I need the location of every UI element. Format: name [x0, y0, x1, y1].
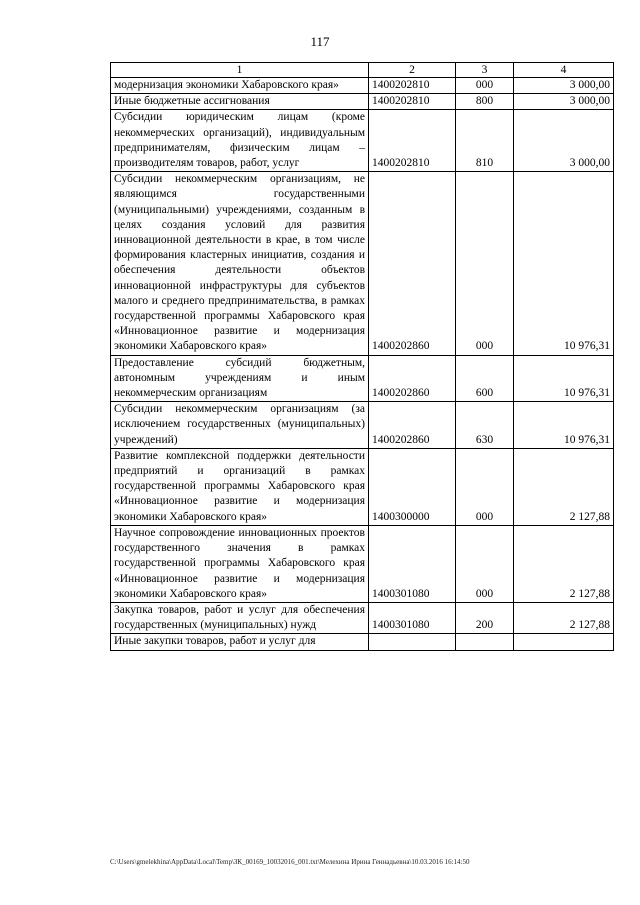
row-amount: 3 000,00	[514, 110, 614, 172]
header-cell: 2	[369, 63, 456, 78]
table-row	[111, 94, 614, 110]
row-amount	[514, 634, 614, 650]
row-type: 000	[456, 448, 514, 525]
page-number: 117	[310, 34, 330, 49]
row-type	[456, 634, 514, 650]
table-row	[111, 402, 614, 449]
budget-table	[110, 62, 614, 651]
table-row	[111, 602, 614, 633]
row-description: Развитие комплексной поддержки деятельности предприятий и организаций в рамках государственной программы Хабаровского края «Инновационное развитие и модернизация экономики Хабаровского края»	[111, 448, 369, 525]
row-code: 1400202810	[369, 94, 456, 110]
row-code: 1400202860	[369, 402, 456, 449]
row-amount: 10 976,31	[514, 355, 614, 402]
row-code: 1400202860	[369, 355, 456, 402]
header-cell: 4	[514, 63, 614, 78]
table-header-row	[111, 63, 614, 78]
table-row	[111, 78, 614, 94]
row-amount: 2 127,88	[514, 448, 614, 525]
row-amount: 10 976,31	[514, 402, 614, 449]
table-row	[111, 634, 614, 650]
table-row	[111, 172, 614, 355]
row-type: 630	[456, 402, 514, 449]
row-code: 1400202860	[369, 172, 456, 355]
table-row	[111, 355, 614, 402]
row-code	[369, 634, 456, 650]
row-description: Субсидии некоммерческим организациям (за исключением государственных (муниципальных) учреждений)	[111, 402, 369, 449]
row-type: 800	[456, 94, 514, 110]
row-type: 810	[456, 110, 514, 172]
row-code: 1400301080	[369, 602, 456, 633]
row-code: 1400300000	[369, 448, 456, 525]
row-amount: 2 127,88	[514, 525, 614, 602]
table-row	[111, 525, 614, 602]
row-code: 1400301080	[369, 525, 456, 602]
row-description: Предоставление субсидий бюджетным, автономным учреждениям и иным некоммерческим организациям	[111, 355, 369, 402]
header-cell: 3	[456, 63, 514, 78]
row-code: 1400202810	[369, 78, 456, 94]
row-type: 200	[456, 602, 514, 633]
row-description: Иные бюджетные ассигнования	[111, 94, 369, 110]
row-amount: 10 976,31	[514, 172, 614, 355]
row-description: Закупка товаров, работ и услуг для обеспечения государственных (муниципальных) нужд	[111, 602, 369, 633]
row-amount: 3 000,00	[514, 78, 614, 94]
row-description: Иные закупки товаров, работ и услуг для	[111, 634, 369, 650]
row-type: 600	[456, 355, 514, 402]
row-type: 000	[456, 78, 514, 94]
row-amount: 3 000,00	[514, 94, 614, 110]
row-description: Субсидии юридическим лицам (кроме некоммерческих организаций), индивидуальным предпринимателям, физическим лицам – производителям товаров, работ, услуг	[111, 110, 369, 172]
table-row	[111, 110, 614, 172]
row-description: модернизация экономики Хабаровского края»	[111, 78, 369, 94]
header-cell: 1	[111, 63, 369, 78]
document-footer-path: C:\Users\gmelekhina\AppData\Local\Temp\ЗК_00169_10032016_001.txt\Мелехина Ирина Геннадьевна\10.03.2016 16:14:50	[110, 858, 470, 866]
row-amount: 2 127,88	[514, 602, 614, 633]
table-row	[111, 448, 614, 525]
row-code: 1400202810	[369, 110, 456, 172]
row-description: Субсидии некоммерческим организациям, не являющимся государственными (муниципальными) учреждениями, созданным в целях создания условий для развития инновационной деятельности в крае, в том числе формирования кластерных инициатив, создания и обеспечения деятельности объектов инновационной инфраструктуры для субъектов малого и среднего предпринимательства, в рамках государственной программы Хабаровского края «Инновационное развитие и модернизация экономики Хабаровского края»	[111, 172, 369, 355]
row-type: 000	[456, 525, 514, 602]
row-description: Научное сопровождение инновационных проектов государственного значения в рамках государственной программы Хабаровского края «Инновационное развитие и модернизация экономики Хабаровского края»	[111, 525, 369, 602]
row-type: 000	[456, 172, 514, 355]
